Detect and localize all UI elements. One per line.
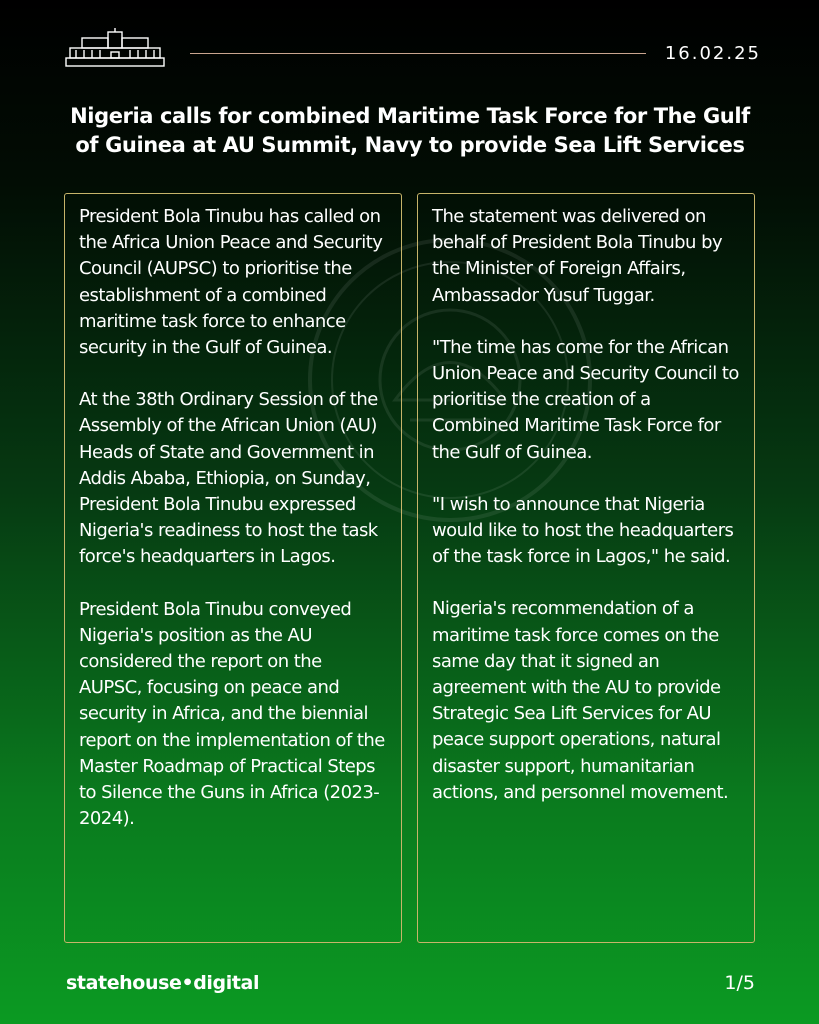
header-divider — [190, 53, 646, 54]
right-paragraph-4: Nigeria's recommendation of a maritime task force comes on the same day that it signed an agreement with the AU to provide Strategic Sea Lift Services for AU peace support operations, natural disaster support, humanitarian actions, and personnel movement. — [432, 598, 729, 803]
left-text-panel — [64, 193, 402, 943]
left-paragraph-3: President Bola Tinubu conveyed Nigeria's position as the AU considered the report on the AUPSC, focusing on peace and security in Africa, and the biennial report on the implementation of the Master Roadmap of Practical Steps to Silence the Guns in Africa (2023-2024). — [79, 598, 385, 830]
left-paragraph-1: President Bola Tinubu has called on the Africa Union Peace and Security Council (AUPSC) to prioritise the establishment of a combined maritime task force to enhance security in the Gulf of Guinea. — [79, 206, 383, 359]
publish-date: 16.02.25 — [664, 43, 761, 64]
right-text-panel — [417, 193, 755, 943]
right-paragraph-1: The statement was delivered on behalf of President Bola Tinubu by the Minister of Foreign Affairs, Ambassador Yusuf Tuggar. — [432, 206, 723, 306]
left-paragraph-2: At the 38th Ordinary Session of the Assembly of the African Union (AU) Heads of State and Government in Addis Ababa, Ethiopia, on Sunday, President Bola Tinubu expressed Nigeria's readiness to host the task force's headquarters in Lagos. — [79, 389, 378, 568]
statehouse-building-logo — [64, 28, 166, 68]
right-paragraph-2: "The time has come for the African Union Peace and Security Council to prioritise the creation of a Combined Maritime Task Force for the Gulf of Guinea. — [432, 336, 739, 463]
headline: Nigeria calls for combined Maritime Task Force for The Gulf of Guinea at AU Summit, Navy to provide Sea Lift Services — [70, 104, 750, 157]
page-indicator: 1/5 — [724, 972, 755, 994]
right-paragraph-3: "I wish to announce that Nigeria would like to host the headquarters of the task force in Lagos," he said. — [432, 493, 734, 568]
brand-wordmark: statehouse•digital — [66, 972, 260, 994]
